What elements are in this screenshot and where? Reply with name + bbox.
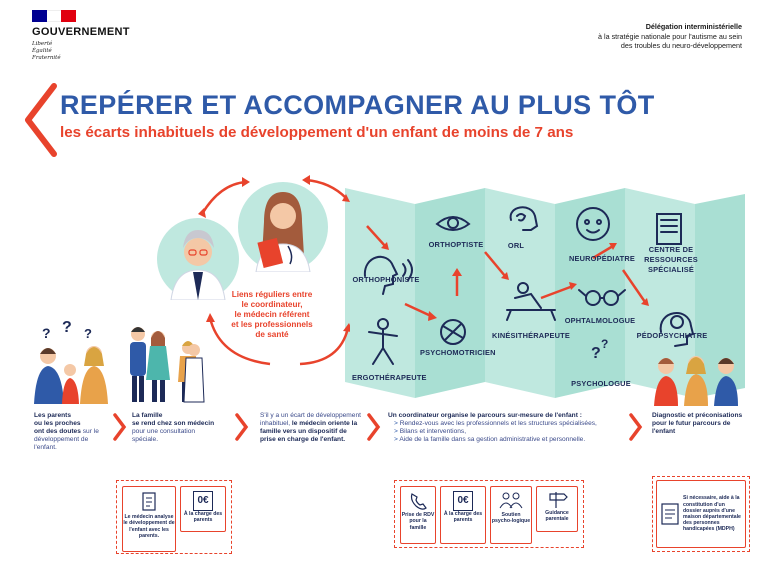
liens-line-5: de santé: [255, 330, 289, 339]
card-rdv-text: Prise de RDV pour la famille: [401, 512, 435, 531]
delegation-name: [482, 22, 742, 51]
step3-bold: le médecin oriente la famille vers un dispositif de prise en charge de l'enfant.: [260, 420, 358, 443]
step5-rest: pour le futur parcours de l'enfant: [652, 420, 731, 435]
step-family-doctor: [132, 412, 216, 444]
step2-bold-2: se rend chez son: [132, 420, 186, 427]
label-kinesitherapeute: KINÉSITHÉRAPEUTE: [492, 331, 570, 340]
doctor-with-child-illustration: [180, 342, 210, 404]
signpost-icon: [544, 490, 570, 508]
step2-bold-3: médecin: [187, 420, 215, 427]
children-illustration: [652, 354, 744, 406]
step-diagnostic: [652, 412, 750, 436]
euro-icon: 0€: [193, 491, 213, 511]
label-ophtalmologue: OPHTALMOLOGUE: [564, 316, 636, 325]
centre-line-2: RESSOURCES: [644, 255, 698, 264]
delegation-line-1: Délégation interministérielle: [645, 22, 742, 31]
step-doctor-orients: [260, 412, 362, 444]
liens-line-2: le coordinateur,: [241, 300, 303, 309]
label-psychologue: PSYCHOLOGUE: [571, 379, 631, 388]
step-parents-doubt: [34, 412, 110, 452]
liens-line-3: le médecin référent: [234, 310, 310, 319]
centre-line-3: SPÉCIALISÉ: [648, 265, 694, 274]
card-soutien-text: Soutien psycho-logique: [491, 512, 531, 525]
page-subtitle: les écarts inhabituels de développement d'un enfant de moins de 7 ans: [60, 124, 574, 141]
liens-text: [212, 290, 332, 340]
step2-rest: pour une consultation spéciale.: [132, 428, 196, 443]
label-orthophoniste: ORTHOPHONISTE: [352, 275, 420, 284]
label-psychomotricien: PSYCHOMOTRICIEN: [420, 348, 496, 357]
label-centre-ressources: [636, 245, 706, 275]
step1-bold-1: Les parents: [34, 412, 72, 419]
card-soutien: [490, 486, 532, 544]
step-chevron-icon: [628, 412, 644, 442]
label-pedopsychiatre: PÉDOPSYCHIATRE: [636, 331, 708, 340]
phone-icon: [407, 490, 429, 510]
delegation-line-3: des troubles du neuro-développement: [620, 41, 742, 50]
svg-text:?: ?: [62, 319, 72, 336]
step-coordinator: Un coordinateur organise le parcours sur-mesure de l'enfant : > Rendez-vous avec les professionnels et les structures spécialisées, > Bilans et interventions, > Aide de la famille dans sa gestion administrative et personnelle.: [388, 412, 597, 443]
page-title: REPÉRER ET ACCOMPAGNER AU PLUS TÔT: [60, 90, 655, 120]
motto-egalite: Égalité: [32, 48, 52, 54]
step-chevron-icon: [366, 412, 382, 442]
step-chevron-icon: [112, 412, 128, 442]
clipboard-icon: [139, 490, 159, 512]
liens-line-4: et les professionnels: [231, 320, 313, 329]
government-name: GOUVERNEMENT: [32, 26, 130, 38]
step-chevron-icon: [234, 412, 250, 442]
republic-motto: [32, 41, 172, 62]
step5-bold: Diagnostic et préconisations: [652, 412, 743, 419]
card-doctor-analysis-text: Le médecin analyse le développement de l'enfant avec les parents.: [123, 514, 175, 539]
svg-text:?: ?: [42, 325, 51, 341]
motto-liberte: Liberté: [32, 41, 53, 47]
label-orthoptiste: ORTHOPTISTE: [428, 240, 484, 249]
step1-bold-3: ont des doutes: [34, 428, 81, 435]
centre-line-1: CENTRE DE: [648, 245, 694, 254]
title-chevron-icon: [20, 82, 60, 160]
euro-icon: 0€: [453, 491, 473, 511]
government-logo: [32, 10, 172, 62]
card-mdph: [656, 480, 746, 548]
people-support-icon: [496, 490, 526, 510]
card-parents-charge-text: À la charge des parents: [183, 511, 223, 524]
step4-item-3: Aide de la famille dans sa gestion administrative et personnelle.: [399, 436, 586, 443]
document-icon: [659, 501, 683, 527]
card-rdv: [400, 486, 436, 544]
card-parents-charge: [180, 486, 226, 532]
step4-item-2: Bilans et interventions,: [399, 428, 467, 435]
step4-head: Un coordinateur organise le parcours sur-mesure de l'enfant :: [388, 412, 582, 419]
svg-text:?: ?: [84, 326, 92, 341]
card-guidance-text: Guidance parentale: [545, 510, 569, 523]
delegation-line-2: à la stratégie nationale pour l'autisme au sein: [597, 31, 742, 41]
liens-line-1: Liens réguliers entre: [231, 290, 313, 299]
worried-parents-illustration: [28, 318, 118, 404]
label-neuropediatre: NEUROPÉDIATRE: [568, 254, 636, 263]
step2-bold-1: La famille: [132, 412, 163, 419]
card-charge-parents-2: [440, 486, 486, 544]
card-guidance: [536, 486, 578, 532]
french-flag-icon: [32, 10, 76, 22]
label-orl: ORL: [507, 241, 525, 250]
card-mdph-text: Si nécessaire, aide à la constitution d'un dossier auprès d'une maison départementale des personnes handicapées (MDPH): [683, 495, 741, 533]
card-charge-parents-2-text: À la charge des parents: [443, 511, 483, 524]
label-ergotherapeute: ERGOTHÉRAPEUTE: [352, 373, 427, 382]
step1-bold-2: ou les proches: [34, 420, 81, 427]
svg-text:?: ?: [591, 345, 601, 362]
step1-rest: sur le développement de l'enfant.: [34, 428, 99, 451]
step4-item-1: Rendez-vous avec les professionnels et les structures spécialisées,: [399, 420, 597, 427]
motto-fraternite: Fraternité: [32, 55, 61, 61]
card-doctor-analysis: [122, 486, 176, 552]
svg-text:?: ?: [601, 337, 609, 351]
step3-pre: S'il y a un écart de développement inhabituel,: [260, 412, 361, 427]
svg-text:×: ×: [50, 83, 55, 92]
